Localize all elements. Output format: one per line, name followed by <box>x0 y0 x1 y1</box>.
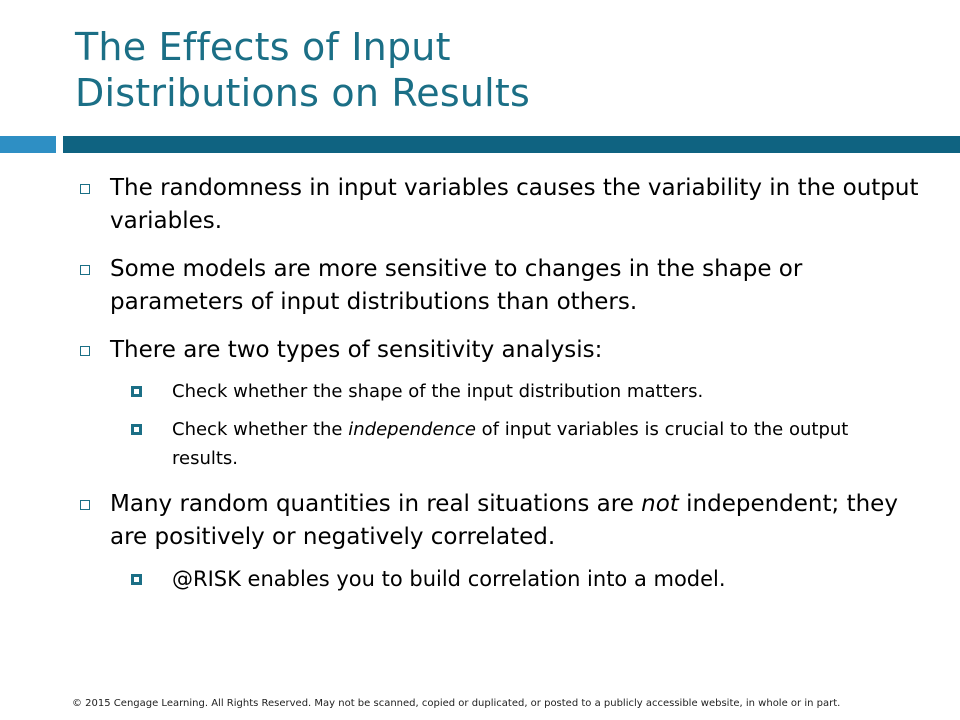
hollow-square-bullet-icon <box>80 184 90 194</box>
bullet-item <box>0 488 960 554</box>
bullet-item <box>0 172 960 238</box>
hollow-square-bullet-icon <box>80 265 90 275</box>
filled-square-bullet-icon <box>131 574 142 585</box>
bullet-text <box>110 491 898 550</box>
hollow-square-bullet-icon <box>80 346 90 356</box>
hollow-square-bullet-icon <box>80 500 90 510</box>
sub-bullet-text: Check whether the shape of the input distribution matters. <box>172 381 704 402</box>
sub-bullet-text-part: Check whether the <box>172 419 349 440</box>
sub-bullet-text <box>172 419 848 469</box>
sub-bullet-item <box>0 377 960 406</box>
filled-square-bullet-icon <box>131 424 142 435</box>
slide-title-line-2: Distributions on Results <box>75 71 530 115</box>
copyright-footer: © 2015 Cengage Learning. All Rights Reserved. May not be scanned, copied or duplicated, or posted to a publicly accessible website, in whole or in part. <box>72 698 841 709</box>
title-rule-left <box>0 136 56 153</box>
bullet-text: The randomness in input variables causes the variability in the output variables. <box>110 175 919 234</box>
bullet-text-part: independent; they are positively or negatively correlated. <box>110 491 898 550</box>
slide-title-line-1: The Effects of Input <box>75 25 451 69</box>
bullet-list <box>0 172 960 603</box>
bullet-item <box>0 253 960 319</box>
title-rule-right <box>63 136 960 153</box>
bullet-emphasis: not <box>641 491 679 517</box>
sub-bullet-emphasis: independence <box>348 419 476 440</box>
filled-square-bullet-icon <box>131 386 142 397</box>
slide-title <box>75 24 935 116</box>
bullet-text: Some models are more sensitive to changes in the shape or parameters of input distributions than others. <box>110 256 803 315</box>
sub-bullet-item <box>0 415 960 473</box>
bullet-text: There are two types of sensitivity analysis: <box>110 337 603 363</box>
bullet-item <box>0 334 960 367</box>
sub-bullet-text: @RISK enables you to build correlation into a model. <box>172 567 726 591</box>
sub-bullet-text-part: of input variables is crucial to the output results. <box>172 419 849 469</box>
bullet-text-part: Many random quantities in real situations are <box>110 491 642 517</box>
sub-bullet-item <box>0 564 960 594</box>
